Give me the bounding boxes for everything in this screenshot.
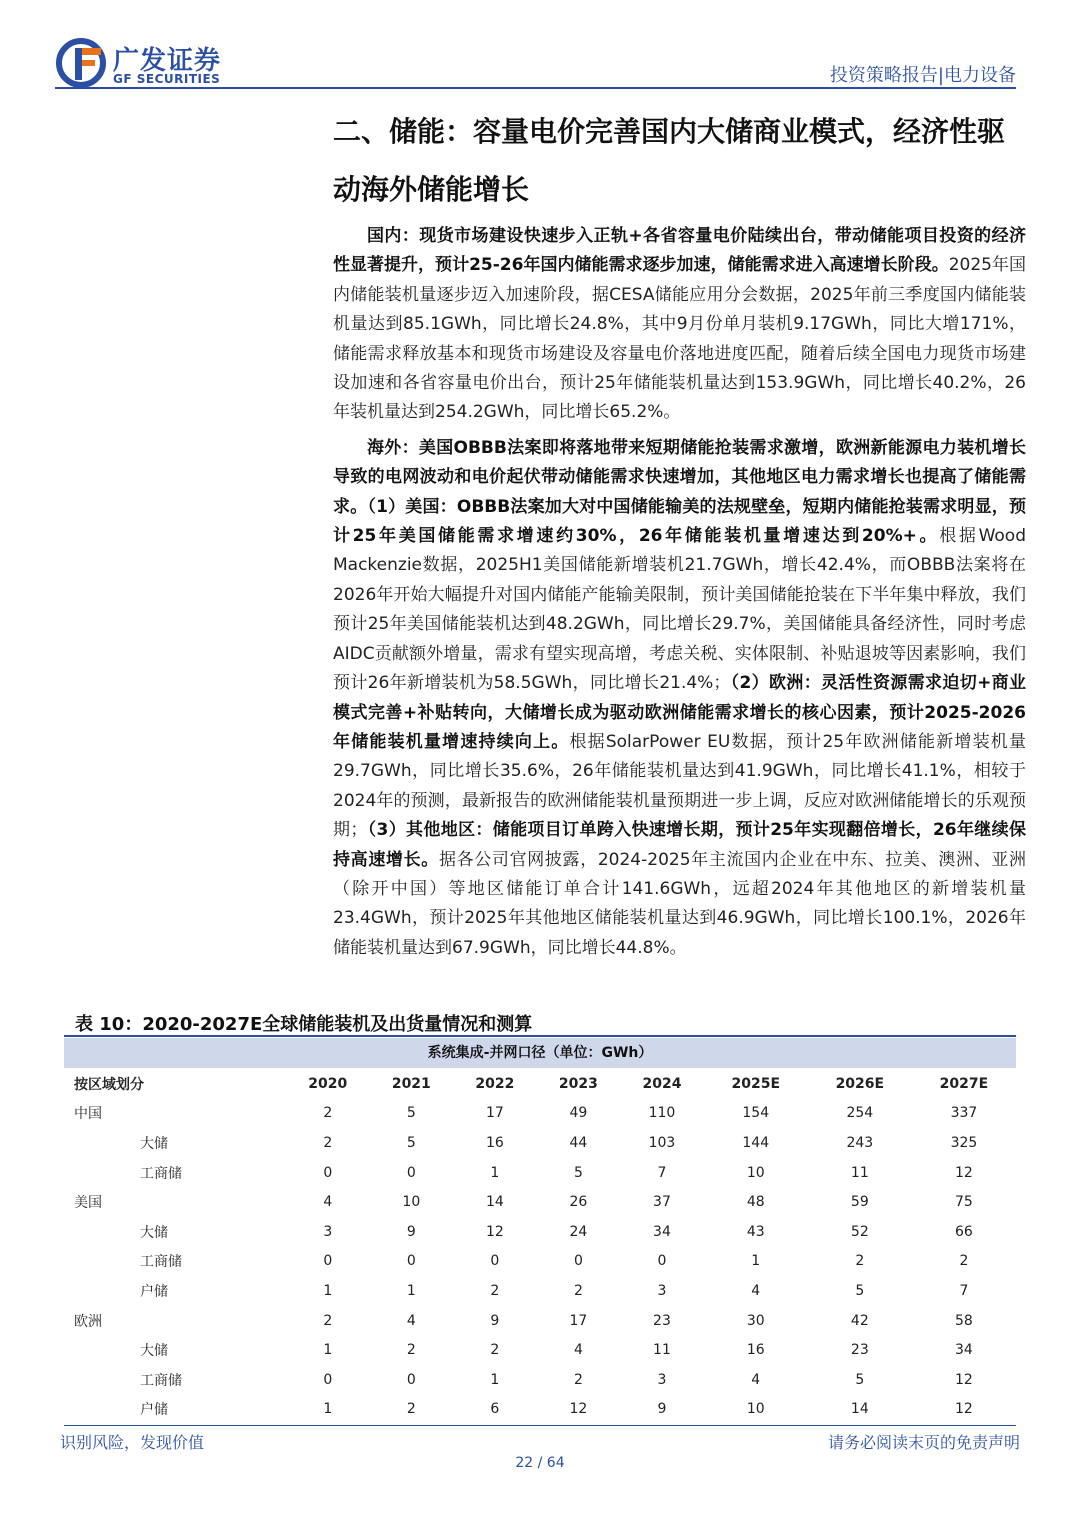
overseas-lead-1: 海外：美国OBBB法案即将落地带来短期储能抢装需求激增，欧洲新能源电力装机增长导致的电网波动和电价起伏带动储能需求快速增加，其他地区电力需求增长也提高了储能需求。（1）美国：OBBB法案加大对中国储能输美的法规壁垒，短期内储能抢装需求明显，预计25年美国储能需求增速约30%，26年储能装机量增速达到20%+。	[333, 437, 1026, 547]
table-header-cell: 按区域划分	[74, 1076, 144, 1093]
overseas-body-3: 据各公司官网披露，2024-2025年主流国内企业在中东、拉美、澳洲、亚洲（除开中国）等地区储能订单合计141.6GWh，远超2024年其他地区的新增装机量23.4GWh，预计2025年其他地区储能装机量达到46.9GWh，同比增长100.1%，2026年储能装机量达到67.9GWh，同比增长44.8%。	[333, 849, 1027, 958]
table-cell: 5	[855, 1371, 865, 1388]
domestic-body: 2025年国内储能装机量逐步迈入加速阶段，据CESA储能应用分会数据，2025年前三季度国内储能装机量达到85.1GWh，同比增长24.8%，其中9月份单月装机9.17GWh，同比大增171%，储能需求释放基本和现货市场建设及容量电价落地进度匹配，随着后续全国电力现货市场建设加速和各省容量电价出台，预计25年储能装机量达到153.9GWh，同比增长40.2%，26年装机量达到254.2GWh，同比增长65.2%。	[333, 255, 1027, 423]
storage-installations-table	[64, 1069, 1016, 1424]
table-row	[64, 1276, 1016, 1306]
row-label: 工商储	[140, 1372, 182, 1389]
table-header-cell: 2026E	[835, 1075, 885, 1092]
logo-text-cn: 广发证券	[113, 46, 222, 76]
table-cell: 16	[746, 1342, 765, 1359]
table-cell: 0	[323, 1371, 333, 1388]
table-header-cell: 2022	[475, 1075, 515, 1092]
table-cell: 5	[406, 1134, 416, 1151]
report-category: 投资策略报告|电力设备	[829, 65, 1016, 86]
row-label: 工商储	[140, 1165, 182, 1182]
table-cell: 0	[406, 1371, 416, 1388]
table-cell: 4	[406, 1312, 416, 1329]
row-label: 户储	[140, 1402, 168, 1419]
table-row	[64, 1217, 1016, 1247]
paragraph-overseas	[333, 434, 1026, 963]
table-cell: 12	[485, 1223, 504, 1240]
table-cell: 7	[657, 1164, 667, 1181]
table-cell: 3	[657, 1282, 667, 1299]
table-cell: 43	[746, 1223, 765, 1240]
table-header-cell: 2020	[308, 1075, 348, 1092]
table-cell: 4	[751, 1371, 761, 1388]
table-cell: 3	[657, 1371, 667, 1388]
section-title-line2: 动海外储能增长	[333, 173, 530, 206]
table-header-cell: 2021	[391, 1075, 431, 1092]
table-cell: 12	[955, 1401, 973, 1418]
table-cell: 0	[323, 1253, 333, 1270]
table-cell: 75	[955, 1194, 973, 1211]
overseas-body-2: 根据SolarPower EU数据，预计25年欧洲储能新增装机量29.7GWh，同比增长35.6%，26年储能装机量达到41.9GWh，同比增长41.1%，相较于2024年的预测，最新报告的欧洲储能装机量预期进一步上调，反应对欧洲储能增长的乐观预期；	[333, 731, 1026, 841]
row-label: 大储	[140, 1343, 168, 1360]
table-cell: 49	[569, 1105, 588, 1122]
table-header-cell: 2023	[558, 1075, 598, 1092]
table-row	[64, 1158, 1016, 1188]
table-cell: 9	[657, 1401, 667, 1418]
overseas-body-1: 根据Wood Mackenzie数据，2025H1美国储能新增装机21.7GWh，增长42.4%，而OBBB法案将在2026年开始大幅提升对国内储能产能输美限制，预计美国储能抢装在下半年集中释放，我们预计25年美国储能装机达到48.2GWh，同比增长29.7%，美国储能具备经济性，同时考虑AIDC贡献额外增量，需求有望实现高增，考虑关税、实体限制、补贴退坡等因素影响，我们预计26年新增装机为58.5GWh，同比增长21.4%；	[333, 526, 1026, 694]
paragraph-domestic	[333, 222, 1026, 428]
table-cell: 2	[959, 1253, 969, 1270]
table-cell: 2	[573, 1371, 583, 1388]
table-cell: 14	[850, 1401, 869, 1418]
table-cell: 4	[751, 1282, 761, 1299]
table-cell: 144	[742, 1134, 770, 1151]
table-cell: 0	[573, 1253, 583, 1270]
table-cell: 1	[751, 1253, 761, 1270]
table-cell: 0	[323, 1164, 333, 1181]
table-row	[64, 1306, 1016, 1336]
table-cell: 2	[323, 1134, 333, 1151]
table-caption: 表 10：2020-2027E全球储能装机及出货量情况和测算	[75, 1014, 533, 1035]
table-cell: 103	[648, 1134, 676, 1151]
table-cell: 325	[950, 1134, 978, 1151]
table-cell: 0	[406, 1164, 416, 1181]
table-row	[64, 1365, 1016, 1395]
table-cell: 2	[573, 1282, 583, 1299]
table-cell: 3	[323, 1223, 333, 1240]
table-cell: 23	[653, 1312, 671, 1329]
table-cell: 10	[746, 1401, 765, 1418]
table-cell: 337	[950, 1105, 978, 1122]
row-label: 美国	[74, 1195, 102, 1212]
table-cell: 1	[323, 1342, 333, 1359]
table-cell: 23	[850, 1342, 869, 1359]
table-header-row	[64, 1069, 1016, 1099]
table-cell: 9	[490, 1312, 500, 1329]
table-cell: 16	[485, 1134, 504, 1151]
table-cell: 44	[569, 1134, 588, 1151]
table-row	[64, 1187, 1016, 1217]
table-cell: 42	[850, 1312, 869, 1329]
table-cell: 6	[490, 1401, 500, 1418]
table-cell: 12	[955, 1164, 973, 1181]
overseas-lead-2: （2）欧洲：灵活性资源需求迫切+商业模式完善+补贴转向，大储增长成为驱动欧洲储能需求增长的核心因素，预计2025-2026年储能装机量增速持续向上。	[333, 673, 1026, 752]
table-cell: 1	[490, 1164, 500, 1181]
table-cell: 5	[406, 1105, 416, 1122]
table-cell: 66	[955, 1223, 973, 1240]
table-row	[64, 1128, 1016, 1158]
table-header-cell: 2027E	[939, 1075, 989, 1092]
table-cell: 11	[653, 1342, 671, 1359]
table-cell: 58	[955, 1312, 973, 1329]
table-cell: 0	[406, 1253, 416, 1270]
table-cell: 2	[323, 1105, 333, 1122]
table-top-rule	[64, 1035, 1016, 1037]
overseas-lead-3: （3）其他地区：储能项目订单跨入快速增长期，预计25年实现翻倍增长，26年继续保持高速增长。	[333, 820, 1026, 870]
table-cell: 24	[569, 1223, 588, 1240]
header-divider	[55, 87, 1016, 89]
table-cell: 26	[569, 1194, 588, 1211]
table-cell: 10	[746, 1164, 765, 1181]
table-cell: 11	[850, 1164, 869, 1181]
table-cell: 4	[573, 1342, 583, 1359]
table-row	[64, 1395, 1016, 1425]
row-label: 大储	[140, 1135, 168, 1152]
table-cell: 14	[485, 1194, 504, 1211]
company-logo	[55, 38, 255, 88]
table-cell: 5	[855, 1282, 865, 1299]
table-cell: 10	[402, 1194, 421, 1211]
footer-disclaimer: 请务必阅读末页的免责声明	[827, 1433, 1020, 1452]
domestic-lead: 国内：现货市场建设快速步入正轨+各省容量电价陆续出台，带动储能项目投资的经济性显著提升，预计25-26年国内储能需求逐步加速，储能需求进入高速增长阶段。	[333, 226, 1026, 276]
body-text	[333, 222, 1026, 963]
table-cell: 2	[406, 1401, 416, 1418]
table-header-cell: 2025E	[731, 1075, 781, 1092]
gf-logo-icon	[55, 38, 107, 88]
page-number: 22 / 64	[515, 1455, 565, 1471]
logo-text-en: GF SECURITIES	[113, 72, 221, 86]
table-cell: 59	[850, 1194, 869, 1211]
table-cell: 2	[406, 1342, 416, 1359]
table-cell: 7	[959, 1282, 969, 1299]
table-cell: 2	[323, 1312, 333, 1329]
table-cell: 5	[573, 1164, 583, 1181]
table-cell: 48	[746, 1194, 765, 1211]
section-title-line1: 二、储能：容量电价完善国内大储商业模式，经济性驱	[333, 115, 1006, 148]
table-row	[64, 1099, 1016, 1129]
table-cell: 17	[569, 1312, 588, 1329]
table-cell: 4	[323, 1194, 333, 1211]
table-cell: 1	[490, 1371, 500, 1388]
table-cell: 154	[742, 1105, 770, 1122]
table-cell: 2	[490, 1282, 500, 1299]
table-cell: 254	[846, 1105, 874, 1122]
table-unit-band: 系统集成-并网口径（单位：GWh）	[64, 1038, 1016, 1068]
table-cell: 2	[855, 1253, 865, 1270]
table-cell: 0	[490, 1253, 500, 1270]
table-cell: 2	[490, 1342, 500, 1359]
table-cell: 9	[406, 1223, 416, 1240]
table-cell: 34	[955, 1342, 973, 1359]
row-label: 工商储	[140, 1254, 182, 1271]
table-bottom-rule	[64, 1425, 1016, 1426]
row-label: 户储	[140, 1283, 168, 1300]
table-row	[64, 1335, 1016, 1365]
table-cell: 12	[955, 1371, 973, 1388]
table-cell: 1	[323, 1401, 333, 1418]
table-cell: 243	[846, 1134, 874, 1151]
footer-slogan: 识别风险，发现价值	[60, 1433, 205, 1452]
table-cell: 0	[657, 1253, 667, 1270]
row-label: 大储	[140, 1224, 168, 1241]
table-header-cell: 2024	[642, 1075, 682, 1092]
table-cell: 52	[850, 1223, 869, 1240]
table-cell: 17	[485, 1105, 504, 1122]
table-cell: 1	[406, 1282, 416, 1299]
row-label: 欧洲	[74, 1313, 102, 1330]
table-cell: 110	[648, 1105, 676, 1122]
table-cell: 12	[569, 1401, 588, 1418]
table-row	[64, 1247, 1016, 1277]
table-cell: 37	[653, 1194, 671, 1211]
table-cell: 30	[746, 1312, 765, 1329]
row-label: 中国	[74, 1106, 102, 1123]
table-cell: 34	[653, 1223, 671, 1240]
table-cell: 1	[323, 1282, 333, 1299]
